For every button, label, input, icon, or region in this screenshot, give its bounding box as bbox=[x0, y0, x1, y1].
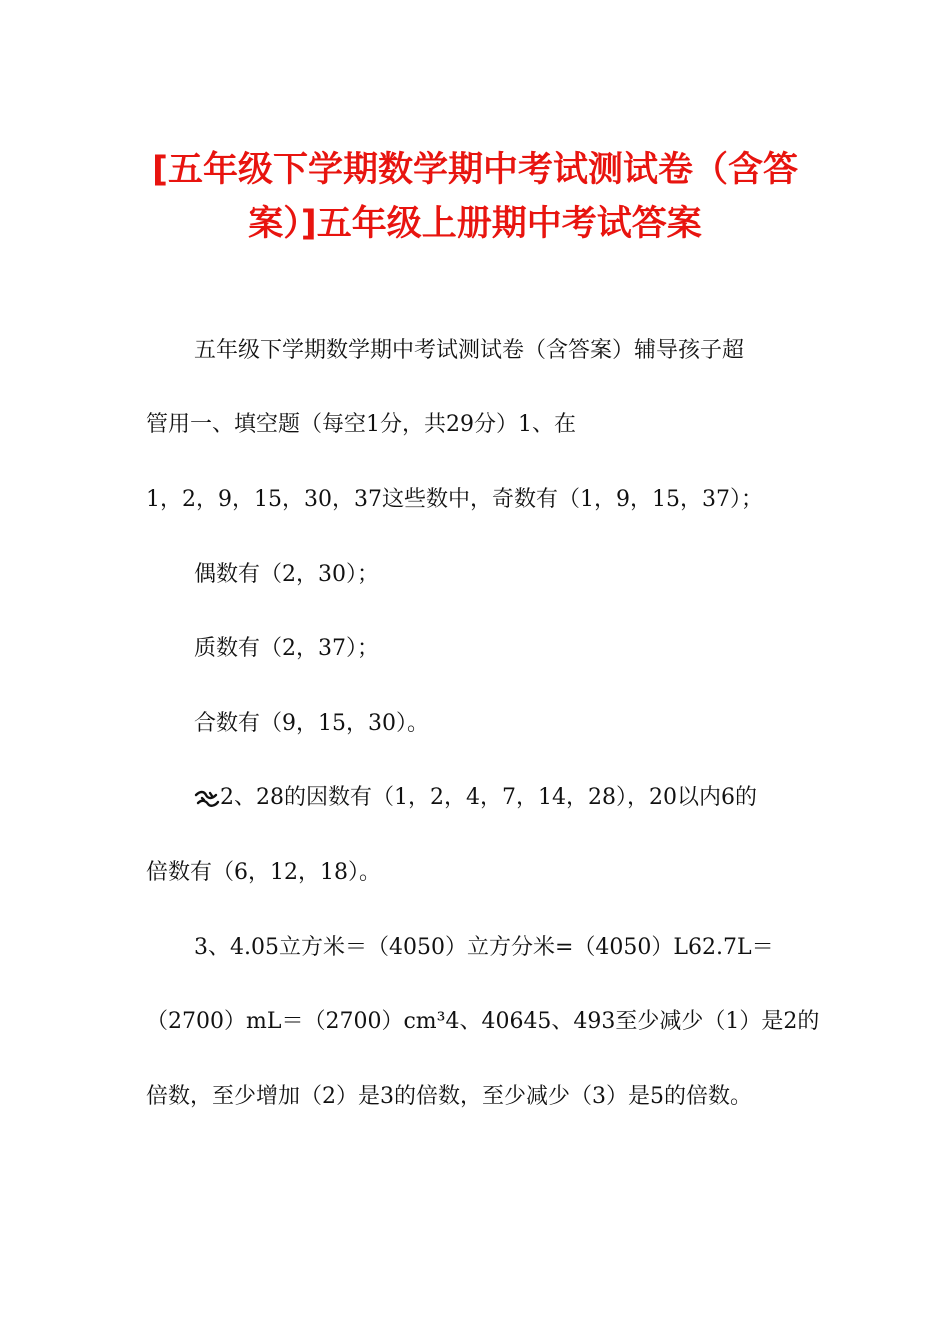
paragraph-line: 2、28的因数有（1，2，4，7，14，28），20以内6的 bbox=[220, 785, 757, 810]
paragraph-line: （2700）mL＝（2700）cm³4、40645、493至少减少（1）是2的 bbox=[146, 1009, 820, 1034]
paragraph-line: 偶数有（2，30）； bbox=[194, 562, 379, 587]
paragraph-line: 五年级下学期数学期中考试测试卷（含答案）辅导孩子超 bbox=[194, 338, 745, 363]
paragraph-line: 1，2，9，15，30，37这些数中，奇数有（1，9，15，37）； bbox=[146, 487, 763, 512]
paragraph-line: 3、4.05立方米＝（4050）立方分米=（4050）L62.7L＝ bbox=[194, 935, 774, 960]
decorative-glyph-icon bbox=[194, 789, 220, 809]
paragraph-line: 合数有（9，15，30）。 bbox=[194, 711, 429, 736]
paragraph-line: 倍数有（6，12，18）。 bbox=[146, 860, 381, 885]
paragraph-line: 管用一、填空题（每空1分，共29分）1、在 bbox=[146, 412, 576, 437]
document-title-line-2: 案）]五年级上册期中考试答案 bbox=[248, 204, 702, 244]
document-title-line-1: [五年级下学期数学期中考试测试卷（含答 bbox=[152, 150, 798, 190]
paragraph-line: 倍数，至少增加（2）是3的倍数，至少减少（3）是5的倍数。 bbox=[146, 1084, 752, 1109]
paragraph-line: 质数有（2，37）； bbox=[194, 636, 379, 661]
